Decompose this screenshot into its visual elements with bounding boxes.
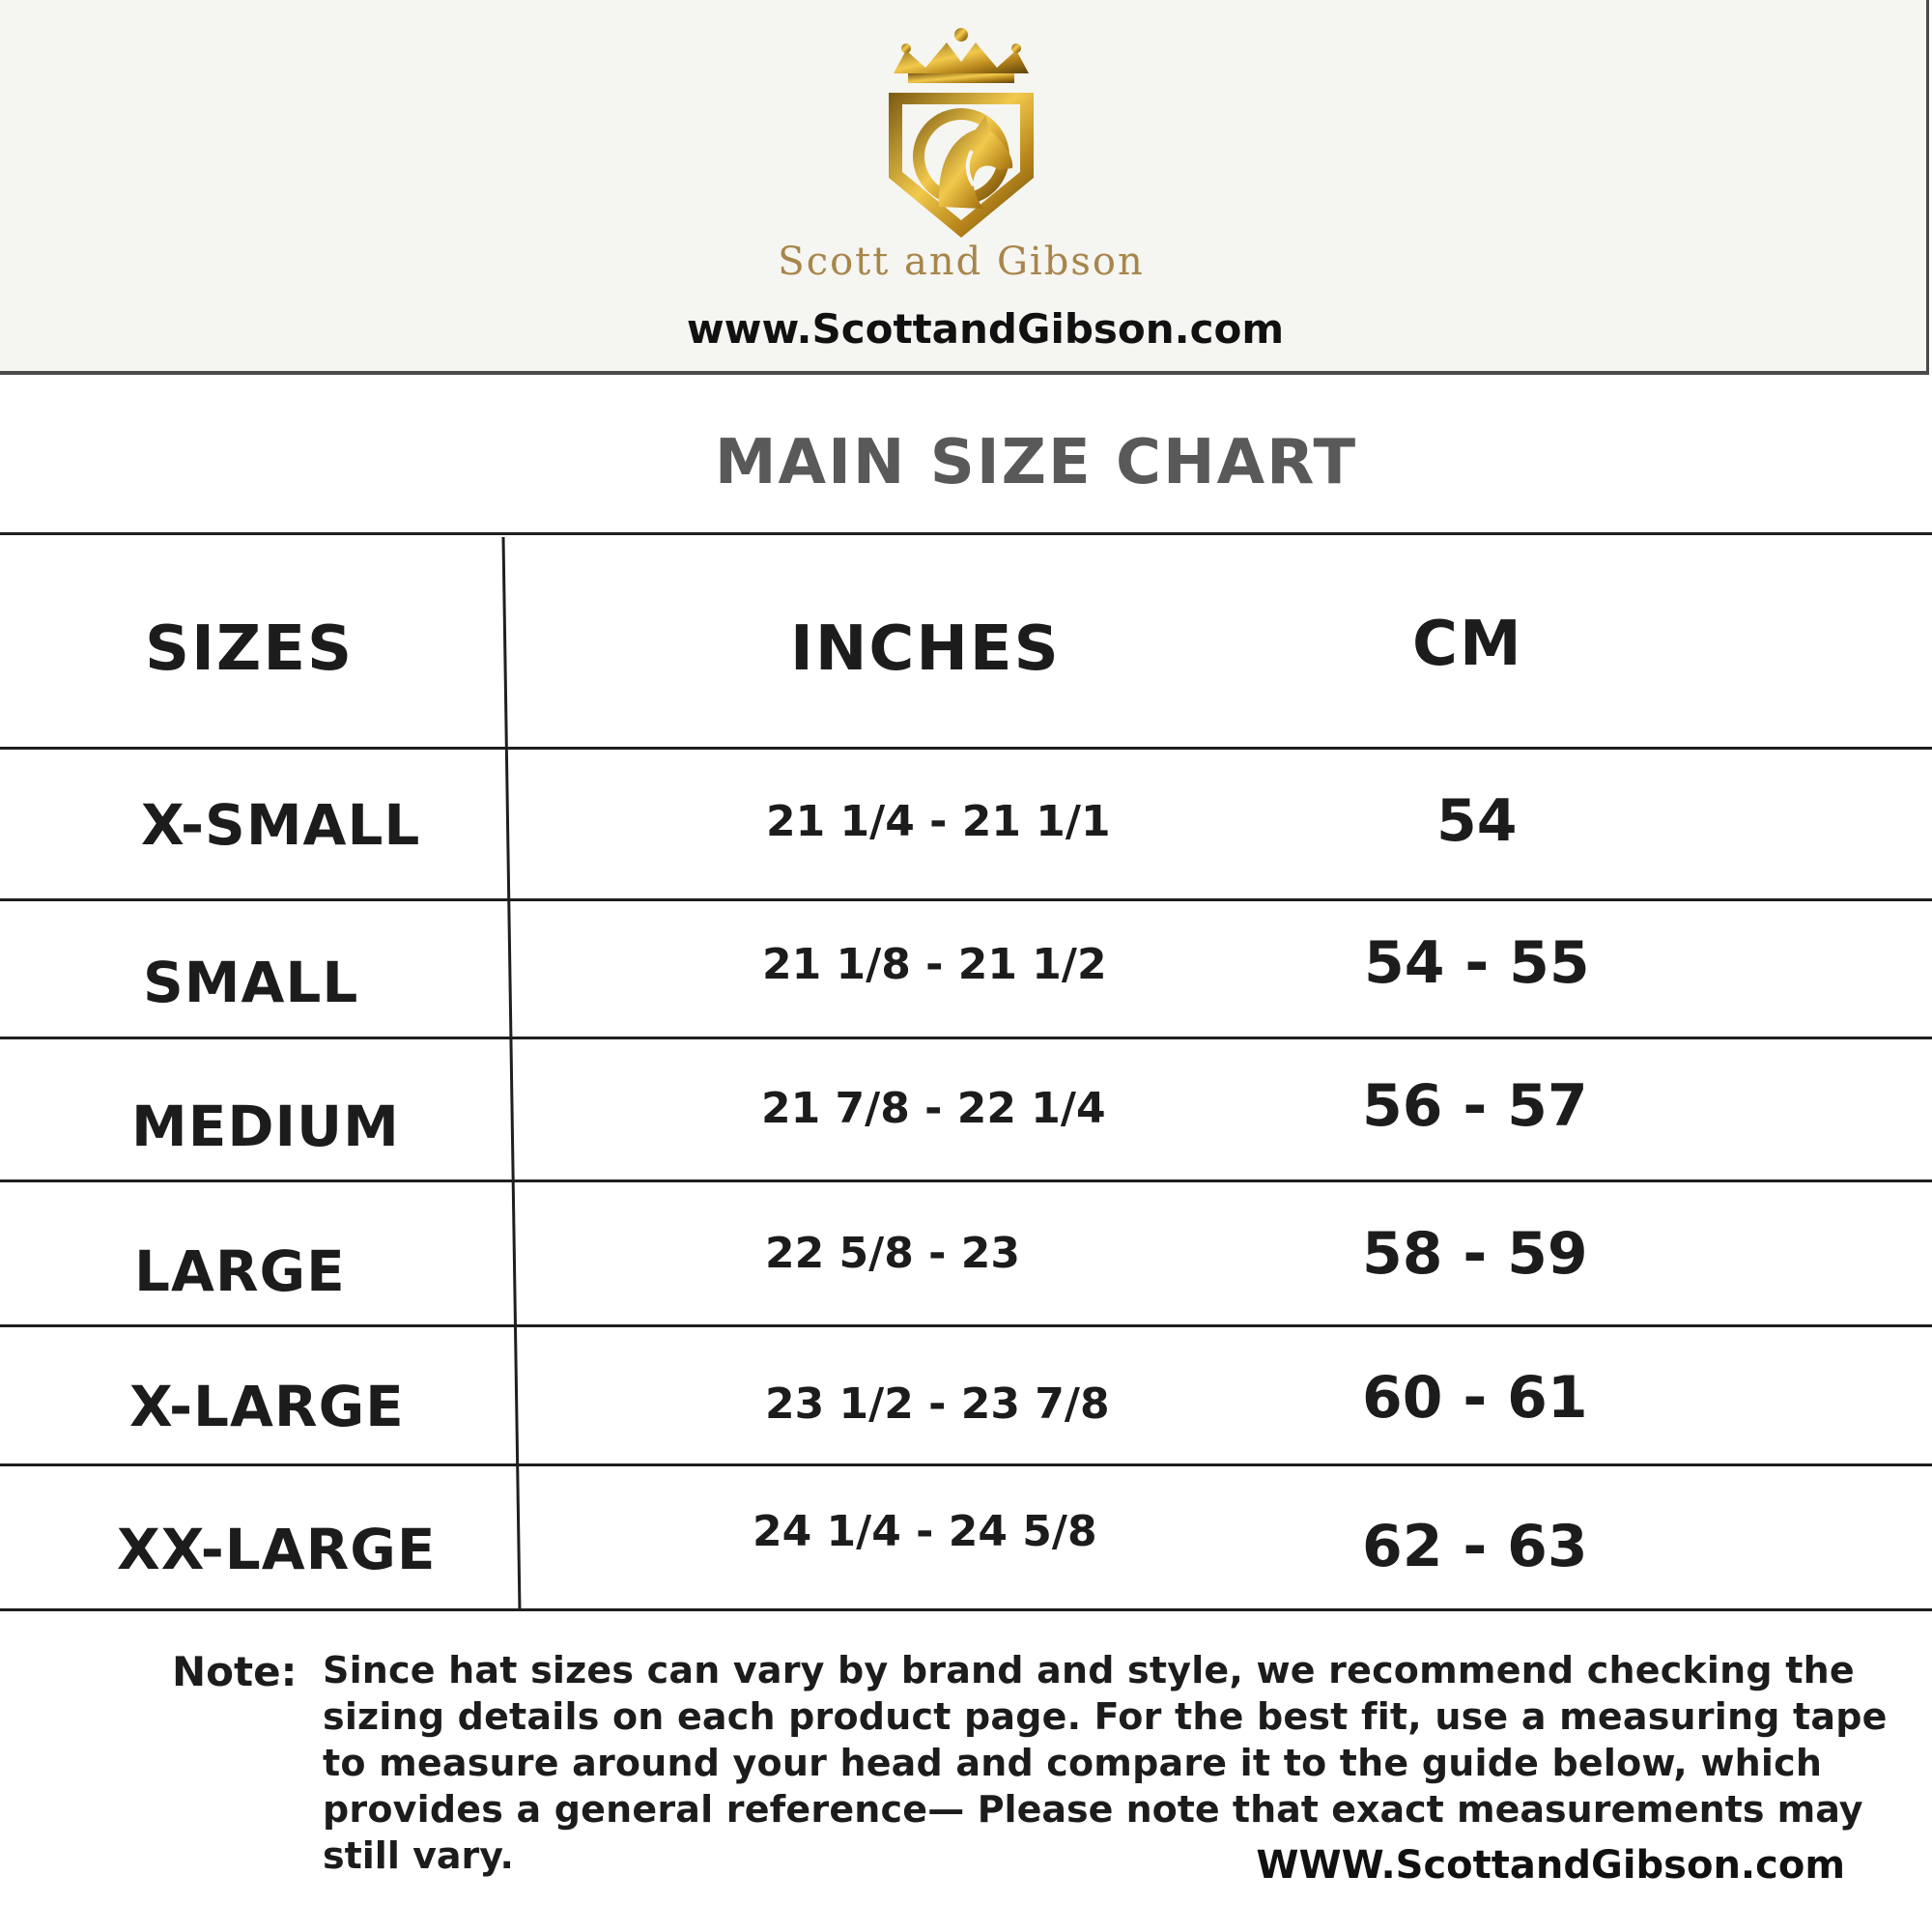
- note-body: Since hat sizes can vary by brand and style, we recommend checking the sizing details on each product page. For the best fit, use a measuring tape to measure around your head and compare it to the guide below, which provides a general reference—: [323, 1649, 1888, 1831]
- cm-value: 54 - 55: [1364, 929, 1590, 997]
- cm-value: 54: [1436, 787, 1518, 855]
- inches-value: 21 1/8 - 21 1/2: [762, 940, 1107, 989]
- note-emphasis: Please note that exact measurements may still vary.: [323, 1788, 1863, 1877]
- footer-url[interactable]: WWW.ScottandGibson.com: [1256, 1843, 1845, 1888]
- page-title: MAIN SIZE CHART: [714, 427, 1358, 498]
- inches-value: 23 1/2 - 23 7/8: [765, 1379, 1110, 1429]
- cm-value: 60 - 61: [1362, 1364, 1588, 1432]
- inches-value: 22 5/8 - 23: [765, 1229, 1020, 1278]
- size-label: XX-LARGE: [117, 1517, 437, 1582]
- size-label: X-SMALL: [141, 792, 421, 858]
- size-label: X-LARGE: [129, 1374, 405, 1439]
- size-label: MEDIUM: [131, 1094, 400, 1159]
- cm-value: 58 - 59: [1362, 1220, 1588, 1288]
- inches-value: 24 1/4 - 24 5/8: [753, 1507, 1097, 1556]
- inches-value: 21 1/4 - 21 1/1: [766, 797, 1111, 846]
- brand-name: Scott and Gibson: [778, 240, 1145, 284]
- size-label: LARGE: [134, 1238, 346, 1304]
- column-header-inches: INCHES: [790, 613, 1061, 685]
- column-header-sizes: SIZES: [145, 613, 355, 685]
- cm-value: 62 - 63: [1362, 1513, 1588, 1580]
- header-url[interactable]: www.ScottandGibson.com: [686, 305, 1285, 353]
- note-label: Note:: [172, 1648, 298, 1695]
- inches-value: 21 7/8 - 22 1/4: [761, 1084, 1106, 1133]
- cm-value: 56 - 57: [1362, 1072, 1588, 1140]
- size-label: SMALL: [143, 950, 359, 1015]
- column-header-cm: CM: [1412, 609, 1523, 680]
